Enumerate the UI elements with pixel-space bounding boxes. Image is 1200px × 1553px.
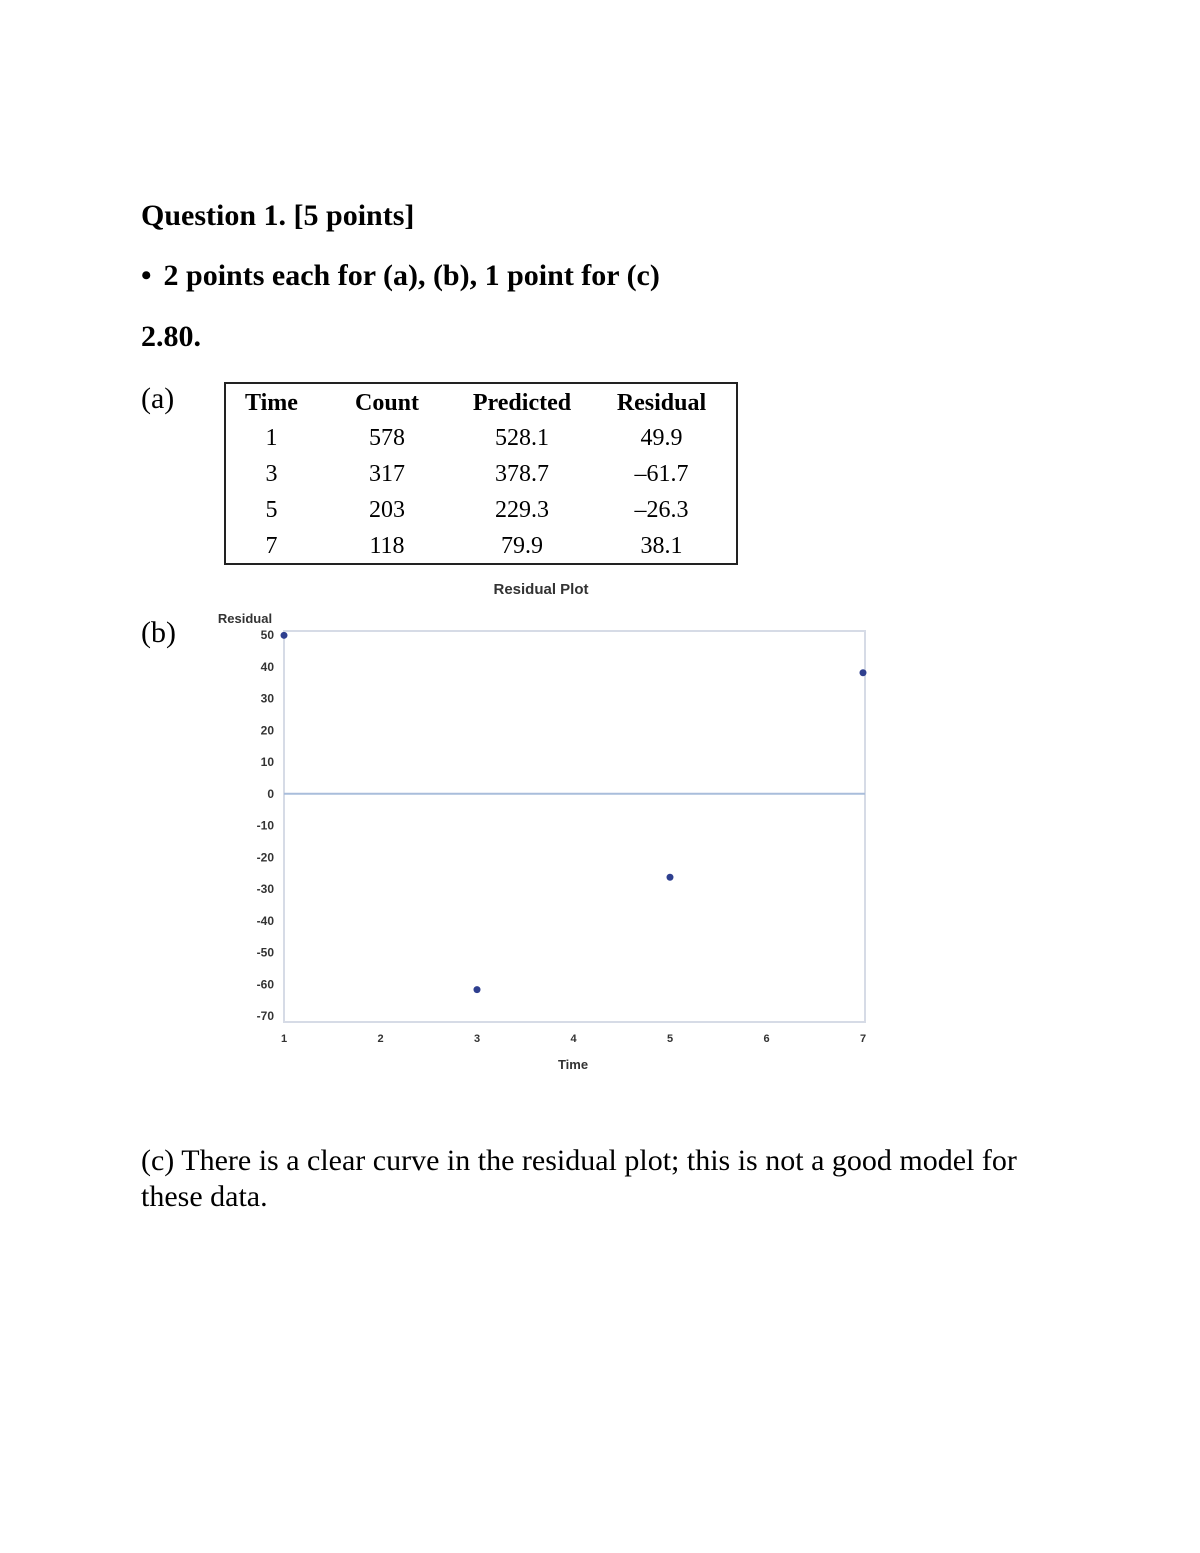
table-row: [225, 419, 737, 455]
data-point: [474, 986, 481, 993]
y-tick-label: -10: [256, 818, 274, 833]
x-axis-label: Time: [557, 1057, 589, 1072]
column-header-count: Count: [354, 390, 420, 416]
bullet-icon: •: [141, 259, 152, 292]
grading-bullet-text: 2 points each for (a), (b), 1 point for (c): [163, 259, 660, 292]
column-header-residual: Residual: [616, 390, 707, 416]
x-axis-ticks: [281, 1033, 866, 1045]
y-axis-label: Residual: [217, 611, 273, 626]
x-tick-label: 4: [570, 1033, 577, 1045]
y-tick-label: -50: [256, 945, 274, 960]
data-table: [224, 382, 738, 565]
chart-title: Residual Plot: [493, 581, 589, 598]
cell-time: 5: [265, 496, 278, 523]
question-title: Question 1. [5 points]: [141, 199, 415, 232]
x-tick-label: 3: [473, 1033, 481, 1045]
data-point: [281, 632, 288, 639]
data-points: [281, 632, 867, 993]
cell-predicted: 378.7: [495, 460, 549, 487]
table-row: [225, 455, 737, 491]
cell-residual: 38.1: [640, 532, 683, 559]
cell-predicted: 528.1: [495, 424, 549, 451]
y-axis-ticks: [257, 628, 275, 1023]
y-tick-label: -60: [256, 977, 274, 992]
y-tick-label: 20: [260, 723, 274, 738]
data-point: [860, 669, 867, 676]
residual-plot: [200, 570, 900, 1090]
y-tick-label: 10: [260, 755, 274, 769]
y-tick-label: 40: [260, 659, 274, 674]
x-tick-label: 6: [763, 1033, 770, 1045]
data-point: [667, 874, 674, 881]
x-tick-label: 5: [666, 1033, 674, 1045]
cell-count: 317: [369, 460, 405, 487]
cell-predicted: 79.9: [501, 532, 543, 559]
x-tick-label: 2: [377, 1033, 384, 1045]
part-a-label: (a): [141, 382, 175, 415]
y-tick-label: -20: [256, 850, 274, 865]
x-tick-label: 1: [280, 1033, 288, 1045]
cell-count: 203: [369, 496, 405, 523]
column-header-time: Time: [245, 390, 298, 416]
cell-time: 3: [265, 460, 278, 487]
y-tick-label: 50: [260, 628, 274, 642]
y-tick-label: -40: [256, 913, 274, 928]
cell-predicted: 229.3: [495, 496, 549, 523]
y-tick-label: -70: [256, 1009, 274, 1023]
cell-count: 118: [369, 532, 405, 559]
cell-count: 578: [369, 424, 405, 451]
y-tick-label: 30: [260, 691, 274, 706]
part-b-label: (b): [141, 616, 176, 649]
x-tick-label: 7: [859, 1033, 867, 1045]
plot-frame: [284, 631, 865, 1022]
y-tick-label: 0: [267, 786, 274, 801]
table-row: [225, 491, 737, 527]
cell-time: 1: [265, 424, 278, 451]
cell-residual: 49.9: [640, 424, 683, 451]
part-c-answer: (c) There is a clear curve in the residual plot; this is not a good model for these data.: [141, 1144, 1017, 1213]
table-row: [225, 527, 737, 564]
grading-bullet: [141, 259, 660, 293]
table-header-row: [225, 383, 737, 419]
cell-time: 7: [265, 532, 278, 559]
cell-residual: –26.3: [634, 496, 689, 523]
cell-residual: –61.7: [634, 460, 689, 487]
problem-number: 2.80.: [141, 320, 201, 353]
y-tick-label: -30: [256, 882, 274, 896]
column-header-predicted: Predicted: [472, 390, 572, 416]
